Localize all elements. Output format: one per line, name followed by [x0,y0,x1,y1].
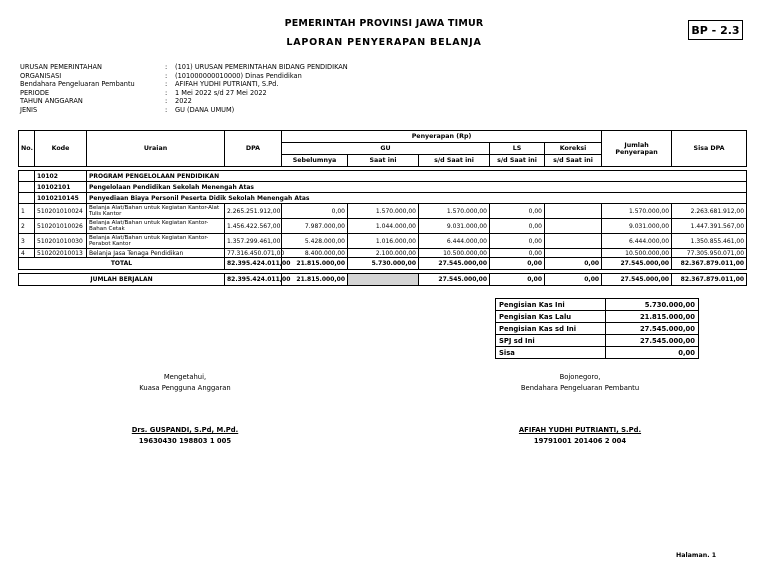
info-value: (101000000010000) Dinas Pendidikan [175,71,302,80]
table-cell: 27.545.000,00 [602,274,672,286]
col-header-jumlah: Jumlah Penyerapan [602,131,672,167]
col-header-koreksi: Koreksi [545,143,602,155]
group-row [19,171,747,182]
table-cell: 27.545.000,00 [419,274,490,286]
col-header-gu: GU [282,143,490,155]
info-value: GU (DANA UMUM) [175,105,235,114]
table-cell: 510202010013 [35,249,87,258]
summary-row: Pengisian Kas Ini 5.730.000,00 [496,299,699,311]
info-value: AFIFAH YUDHI PUTRIANTI, S.Pd. [175,80,279,89]
table-cell: TOTAL [19,258,225,270]
col-header-koreksi-sd: s/d Saat ini [545,155,602,167]
table-row [19,249,747,258]
table-cell: 0,00 [490,274,545,286]
table-cell: 5.428.000,00 [282,234,348,249]
table-cell [19,193,35,204]
table-cell: 510201010030 [35,234,87,249]
info-label: PERIODE [20,88,50,97]
col-header-sebelumnya: Sebelumnya [282,155,348,167]
table-cell: 1.570.000,00 [348,204,419,219]
group-uraian: Pengelolaan Pendidikan Sekolah Menengah Atas [87,182,747,193]
table-cell: 0,00 [490,219,545,234]
table-cell: 77.316.450.071,00 [225,249,282,258]
table-cell: 27.545.000,00 [602,258,672,270]
table-row [19,219,747,234]
group-uraian: PROGRAM PENGELOLAAN PENDIDIKAN [87,171,747,182]
table-cell: 0,00 [545,258,602,270]
table-cell: 82.367.879.011,00 [672,274,747,286]
table-cell: 2.263.681.912,00 [672,204,747,219]
table-cell: 1.357.299.461,00 [225,234,282,249]
summary-row: Pengisian Kas sd Ini 27.545.000,00 [496,323,699,335]
table-cell: 1.570.000,00 [419,204,490,219]
signature-left-heading: Mengetahui, Kuasa Pengguna Anggaran [139,373,231,392]
report-title: LAPORAN PENYERAPAN BELANJA [286,37,482,48]
table-cell: 0,00 [490,258,545,270]
table-row [19,234,747,249]
col-header-dpa: DPA [225,131,282,167]
table-cell [545,204,602,219]
table-cell: JUMLAH BERJALAN [19,274,225,286]
group-kode: 10102101 [35,182,87,193]
table-cell: 1.570.000,00 [602,204,672,219]
table-cell: 77.305.950.071,00 [672,249,747,258]
table-cell: 9.031.000,00 [419,219,490,234]
report-title-province: PEMERINTAH PROVINSI JAWA TIMUR [284,18,484,29]
summary-row: Pengisian Kas Lalu 21.815.000,00 [496,311,699,323]
table-cell: 0,00 [545,274,602,286]
table-cell: 0,00 [490,249,545,258]
info-row: JENIS : GU (DANA UMUM) [20,105,235,114]
group-row [19,182,747,193]
absorption-table [18,130,747,286]
table-cell: 2 [19,219,35,234]
col-header-sisa: Sisa DPA [672,131,747,167]
info-row: ORGANISASI : (101000000010000) Dinas Pendidikan [20,71,302,80]
group-uraian: Penyediaan Biaya Personil Peserta Didik Sekolah Menengah Atas [87,193,747,204]
info-row: PERIODE : 1 Mei 2022 s/d 27 Mei 2022 [20,88,267,97]
table-cell: 0,00 [282,204,348,219]
table-cell: 10.500.000,00 [602,249,672,258]
table-cell: 1.456.422.567,00 [225,219,282,234]
signer-name: Drs. GUSPANDI, S.Pd, M.Pd. [131,426,239,434]
signer-nip: 19791001 201406 2 004 [533,437,627,445]
table-cell: Belanja Alat/Bahan untuk Kegiatan Kantor-Bahan Cetak [87,219,225,234]
info-row: Bendahara Pengeluaran Pembantu : AFIFAH YUDHI PUTRIANTI, S.Pd. [20,80,279,89]
table-cell: 10.500.000,00 [419,249,490,258]
page-number: Halaman. 1 [676,552,717,559]
table-cell: 1.016.000,00 [348,234,419,249]
table-cell: 0,00 [490,204,545,219]
report-info [20,63,348,115]
col-header-ls-sd: s/d Saat ini [490,155,545,167]
info-label: URUSAN PEMERINTAHAN [20,63,102,71]
table-cell [545,234,602,249]
signer-nip: 19630430 198803 1 005 [138,437,232,445]
table-cell: 8.400.000,00 [282,249,348,258]
table-cell [19,171,35,182]
col-header-saat-ini: Saat ini [348,155,419,167]
table-cell: 9.031.000,00 [602,219,672,234]
total-row [19,258,747,270]
group-row [19,193,747,204]
col-header-no: No. [19,131,35,167]
table-cell [545,249,602,258]
table-cell: 5.730.000,00 [348,258,419,270]
info-label: Bendahara Pengeluaran Pembantu [20,80,135,89]
table-cell: 82.395.424.011,00 [225,258,282,270]
table-cell: 3 [19,234,35,249]
info-row: URUSAN PEMERINTAHAN : (101) URUSAN PEMERINTAHAN BIDANG PENDIDIKAN [20,63,348,71]
info-label: ORGANISASI [20,71,62,80]
table-cell: 2.265.251.912,00 [225,204,282,219]
table-cell: 2.100.000,00 [348,249,419,258]
table-cell: Belanja Jasa Tenaga Pendidikan [87,249,225,258]
table-cell: Belanja Alat/Bahan untuk Kegiatan Kantor-Perabot Kantor [87,234,225,249]
table-cell: 21.815.000,00 [282,258,348,270]
cash-summary-table [495,298,699,359]
info-value: (101) URUSAN PEMERINTAHAN BIDANG PENDIDIKAN [175,63,348,71]
table-cell: 1.350.855.461,00 [672,234,747,249]
col-header-sd-saat-ini: s/d Saat ini [419,155,490,167]
info-row: TAHUN ANGGARAN : 2022 [20,97,192,106]
table-cell: Belanja Alat/Bahan untuk Kegiatan Kantor-Alat Tulis Kantor [87,204,225,219]
table-cell: 1.447.391.567,00 [672,219,747,234]
signature-right-heading: Bojonegoro, Bendahara Pengeluaran Pembantu [520,373,640,392]
col-header-uraian: Uraian [87,131,225,167]
table-cell [348,274,419,286]
info-value: 2022 [175,97,192,106]
table-cell: 27.545.000,00 [419,258,490,270]
table-row [19,204,747,219]
summary-row: SPJ sd Ini 27.545.000,00 [496,335,699,347]
table-cell: 510201010026 [35,219,87,234]
running-total-row [19,274,747,286]
table-cell: 7.987.000,00 [282,219,348,234]
table-cell: 6.444.000,00 [602,234,672,249]
group-kode: 10102 [35,171,87,182]
signature-left [100,426,270,445]
signature-right [495,426,665,445]
table-cell: 510201010024 [35,204,87,219]
table-cell: 82.367.879.011,00 [672,258,747,270]
info-label: TAHUN ANGGARAN [20,97,83,106]
summary-row: Sisa 0,00 [496,347,699,359]
table-cell [545,219,602,234]
group-kode: 1010210145 [35,193,87,204]
table-cell: 21.815.000,00 [282,274,348,286]
col-header-kode: Kode [35,131,87,167]
table-cell: 4 [19,249,35,258]
info-label: JENIS [20,105,38,114]
table-cell: 6.444.000,00 [419,234,490,249]
col-header-ls: LS [490,143,545,155]
info-value: 1 Mei 2022 s/d 27 Mei 2022 [175,88,267,97]
table-cell: 82.395.424.011,00 [225,274,282,286]
signer-name: AFIFAH YUDHI PUTRIANTI, S.Pd. [518,426,642,434]
col-header-penyerapan: Penyerapan (Rp) [282,131,602,143]
table-cell: 1.044.000,00 [348,219,419,234]
report-code-box: BP - 2.3 [688,20,743,40]
table-cell: 0,00 [490,234,545,249]
table-cell: 1 [19,204,35,219]
table-cell [19,182,35,193]
